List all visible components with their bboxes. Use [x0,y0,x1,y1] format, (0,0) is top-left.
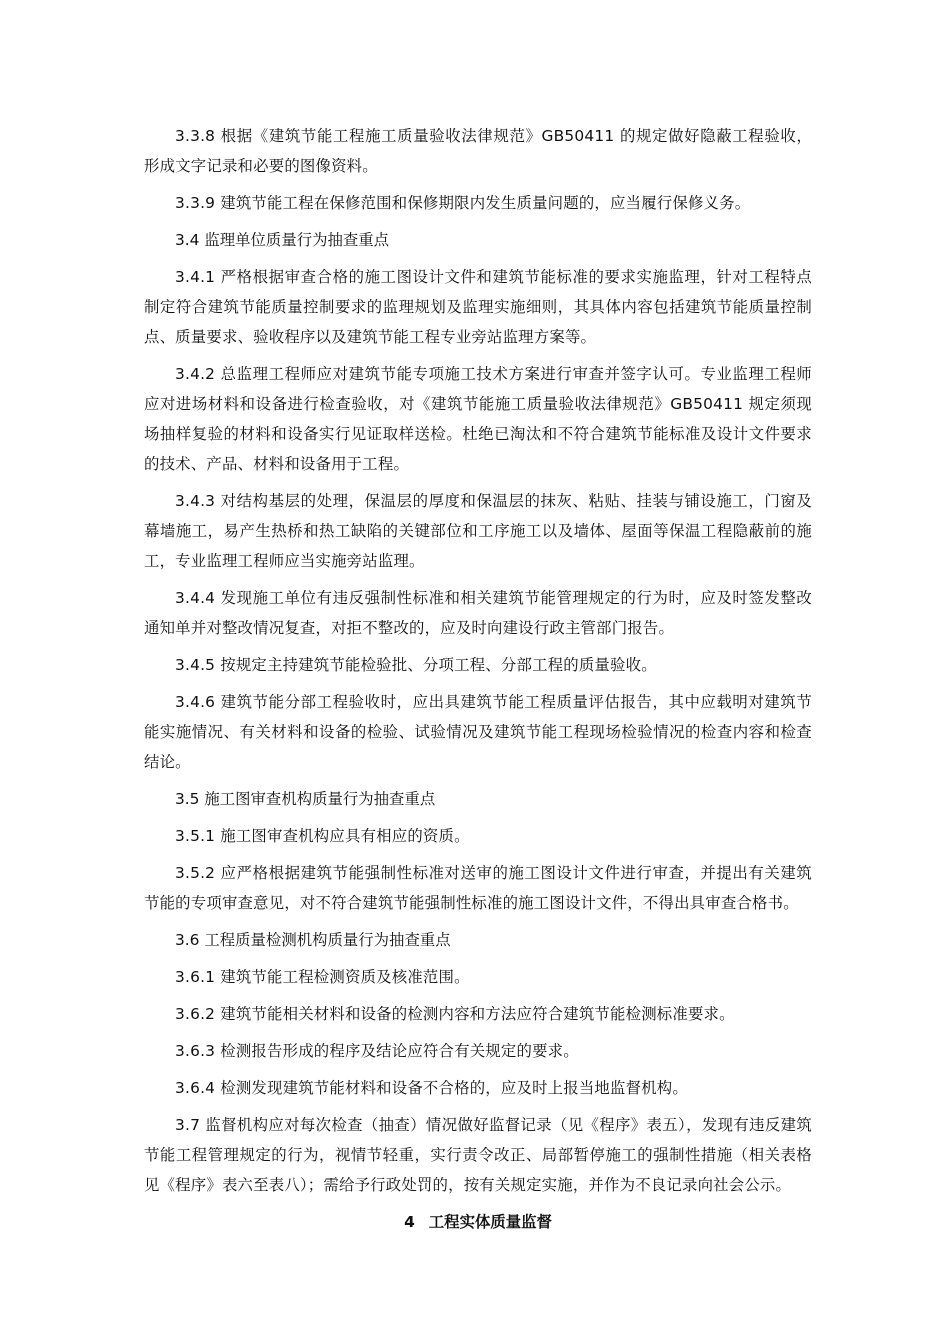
paragraph-3-6-1: 3.6.1 建筑节能工程检测资质及核准范围。 [175,968,470,986]
paragraph-3-4-6: 3.4.6 建筑节能分部工程验收时，应出具建筑节能工程质量评估报告，其中应载明对建筑节能实施情况、有关材料和设备的检验、试验情况及建筑节能工程现场检验情况的检查内容和检查结论。 [144,693,812,771]
paragraph-3-5-2: 3.5.2 应严格根据建筑节能强制性标准对送审的施工图设计文件进行审查，并提出有关建筑节能的专项审查意见，对不符合建筑节能强制性标准的施工图设计文件，不得出具审查合格书。 [144,864,812,912]
chapter-title-text: 工程实体质量监督 [428,1213,552,1231]
paragraph-3-4-5: 3.4.5 按规定主持建筑节能检验批、分项工程、分部工程的质量验收。 [175,656,657,674]
section-heading-3-5: 3.5 施工图审查机构质量行为抽查重点 [175,790,436,808]
paragraph-3-5-1: 3.5.1 施工图审查机构应具有相应的资质。 [175,827,470,845]
paragraph-3-7: 3.7 监督机构应对每次检查（抽查）情况做好监督记录（见《程序》表五），发现有违反建筑节能工程管理规定的行为，视情节轻重，实行责令改正、局部暂停施工的强制性措施（相关表格见《程序》表六至表八）；需给予行政处罚的，按有关规定实施，并作为不良记录向社会公示。 [144,1116,812,1194]
paragraph-3-6-2: 3.6.2 建筑节能相关材料和设备的检测内容和方法应符合建筑节能检测标准要求。 [175,1005,735,1023]
document-page [144,121,812,1237]
chapter-number: 4 [404,1213,415,1231]
paragraph-3-4-2: 3.4.2 总监理工程师应对建筑节能专项施工技术方案进行审查并签字认可。专业监理工程师应对进场材料和设备进行检查验收，对《建筑节能施工质量验收法律规范》GB50411 规定须现场抽样复验的材料和设备实行见证取样送检。杜绝已淘汰和不符合建筑节能标准及设计文件要求的技术、产品、材料和设备用于工程。 [144,365,812,473]
paragraph-3-4-4: 3.4.4 发现施工单位有违反强制性标准和相关建筑节能管理规定的行为时，应及时签发整改通知单并对整改情况复查，对拒不整改的，应及时向建设行政主管部门报告。 [144,589,812,637]
paragraph-3-6-4: 3.6.4 检测发现建筑节能材料和设备不合格的，应及时上报当地监督机构。 [175,1079,688,1097]
chapter-title [144,1207,812,1237]
section-heading-3-4: 3.4 监理单位质量行为抽查重点 [175,231,390,249]
paragraph-3-3-9: 3.3.9 建筑节能工程在保修范围和保修期限内发生质量问题的，应当履行保修义务。 [175,194,751,212]
paragraph-3-4-1: 3.4.1 严格根据审查合格的施工图设计文件和建筑节能标准的要求实施监理，针对工程特点制定符合建筑节能质量控制要求的监理规划及监理实施细则，其具体内容包括建筑节能质量控制点、质量要求、验收程序以及建筑节能工程专业旁站监理方案等。 [144,268,812,346]
paragraph-3-4-3: 3.4.3 对结构基层的处理，保温层的厚度和保温层的抹灰、粘贴、挂装与铺设施工，门窗及幕墙施工，易产生热桥和热工缺陷的关键部位和工序施工以及墙体、屋面等保温工程隐蔽前的施工，专业监理工程师应当实施旁站监理。 [144,492,812,570]
paragraph-3-3-8: 3.3.8 根据《建筑节能工程施工质量验收法律规范》GB50411 的规定做好隐蔽工程验收，形成文字记录和必要的图像资料。 [144,127,812,175]
section-heading-3-6: 3.6 工程质量检测机构质量行为抽查重点 [175,931,451,949]
paragraph-3-6-3: 3.6.3 检测报告形成的程序及结论应符合有关规定的要求。 [175,1042,579,1060]
